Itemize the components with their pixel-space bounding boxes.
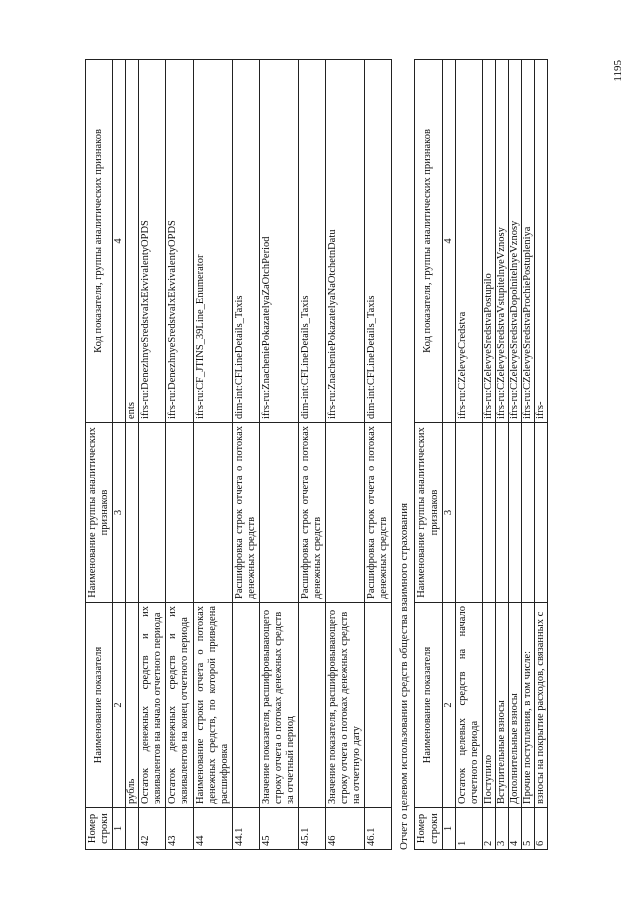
header-indicator-name: Наименование показателя [415, 603, 442, 808]
group-name: Расшифровка строк отчета о потоках денежных средств [232, 423, 259, 603]
row-number: 45.1 [299, 808, 326, 850]
indicator-name: Значение показателя, расшифровывающего строку отчета о потоках денежных средств на отчетную дату [326, 603, 365, 808]
table-header-row [415, 60, 442, 850]
indicator-name: взносы на покрытие расходов, связанных с [535, 603, 548, 808]
group-name: Расшифровка строк отчета о потоках денежных средств [299, 423, 326, 603]
table-row [521, 60, 534, 850]
indicator-code: ifrs-ru:ZnacheniePokazatelyaNaOtchetnDatu [326, 60, 365, 423]
table-row [508, 60, 521, 850]
row-number: 6 [535, 808, 548, 850]
table-row [193, 60, 232, 850]
table-row [365, 60, 392, 850]
header-row-number: Номер строки [86, 808, 113, 850]
group-name [326, 423, 365, 603]
indicator-code: ifrs-ru:CZelevyeSredstvaPostupilo [482, 60, 495, 423]
table-row [535, 60, 548, 850]
indicator-code: dim-int:CFLineDetails_Taxis [365, 60, 392, 423]
rotated-content [85, 60, 585, 850]
row-number: 44 [193, 808, 232, 850]
column-number-row [442, 60, 455, 850]
indicator-code: dim-int:CFLineDetails_Taxis [232, 60, 259, 423]
indicator-code: ifrs-ru:CZelevyeCredstva [455, 60, 482, 423]
row-number: 2 [482, 808, 495, 850]
group-name [193, 423, 232, 603]
indicator-name [299, 603, 326, 808]
header-code: Код показателя, группы аналитических признаков [86, 60, 113, 423]
indicator-name [232, 603, 259, 808]
header-code: Код показателя, группы аналитических признаков [415, 60, 442, 423]
group-name [259, 423, 298, 603]
column-number: 1 [113, 808, 126, 850]
table-row [299, 60, 326, 850]
header-group-name: Наименование группы аналитических признаков [86, 423, 113, 603]
indicator-name: Остаток денежных средств и их эквивалентов на начало отчетного периода [139, 603, 166, 808]
group-name [455, 423, 482, 603]
indicator-name: рубль [126, 603, 139, 808]
indicator-name: Остаток денежных средств и их эквивалентов на конец отчетного периода [166, 603, 193, 808]
row-number: 46 [326, 808, 365, 850]
table-row [126, 60, 139, 850]
indicator-name: Остаток целевых средств на начало отчетного периода [455, 603, 482, 808]
row-number: 1 [455, 808, 482, 850]
row-number: 45 [259, 808, 298, 850]
table-row [166, 60, 193, 850]
indicator-name: Прочие поступления, в том числе: [521, 603, 534, 808]
row-number: 44.1 [232, 808, 259, 850]
indicator-name: Значение показателя, расшифровывающего строку отчета о потоках денежных средств за отчетный период [259, 603, 298, 808]
indicator-code: ifrs-ru:CZelevyeSredstvaVstupitelnyeVznosy [495, 60, 508, 423]
group-name [126, 423, 139, 603]
table-row [455, 60, 482, 850]
table-row [232, 60, 259, 850]
row-number: 5 [521, 808, 534, 850]
indicator-name [365, 603, 392, 808]
row-number [126, 808, 139, 850]
table-row [139, 60, 166, 850]
column-number: 4 [113, 60, 126, 423]
group-name [495, 423, 508, 603]
indicator-code: dim-int:CFLineDetails_Taxis [299, 60, 326, 423]
indicator-name: Дополнительные взносы [508, 603, 521, 808]
target-funds-table [414, 59, 548, 850]
row-number: 4 [508, 808, 521, 850]
indicator-code: ifrs-ru:DenezhnyeSredstvaIxEkvivalentyOPDS [139, 60, 166, 423]
header-indicator-name: Наименование показателя [86, 603, 113, 808]
indicator-name: Наименование строки отчета о потоках денежных средств, по которой приведена расшифровка [193, 603, 232, 808]
header-row-number: Номер строки [415, 808, 442, 850]
indicator-code: ifrs-ru:CZelevyeSredstvaProchiePostupleniya [521, 60, 534, 423]
group-name [521, 423, 534, 603]
column-number: 2 [442, 603, 455, 808]
column-number-row [113, 60, 126, 850]
section-caption: Отчет о целевом использовании средств общества взаимного страхования [398, 502, 411, 850]
table-row [326, 60, 365, 850]
row-number: 42 [139, 808, 166, 850]
group-name: Расшифровка строк отчета о потоках денежных средств [365, 423, 392, 603]
indicator-code: ifrs-ru:DenezhnyeSredstvaIxEkvivalentyOPDS [166, 60, 193, 423]
column-number: 2 [113, 603, 126, 808]
table-row [495, 60, 508, 850]
indicator-code: ifrs-ru:ZnacheniePokazatelyaZaOtchPeriod [259, 60, 298, 423]
indicator-name: Вступительные взносы [495, 603, 508, 808]
indicator-code: ifrs-ru:CZelevyeSredstvaDopolnitelnyeVznosy [508, 60, 521, 423]
indicator-code: ents [126, 60, 139, 423]
column-number: 3 [113, 423, 126, 603]
indicator-code: ifrs-ru:CF_JTINS_39Line_Enumerator [193, 60, 232, 423]
group-name [139, 423, 166, 603]
group-name [535, 423, 548, 603]
table-header-row [86, 60, 113, 850]
table-row [259, 60, 298, 850]
group-name [508, 423, 521, 603]
indicators-table [85, 59, 392, 850]
column-number: 4 [442, 60, 455, 423]
indicator-code: ifrs- [535, 60, 548, 423]
row-number: 46.1 [365, 808, 392, 850]
row-number: 3 [495, 808, 508, 850]
indicator-name: Поступило [482, 603, 495, 808]
header-group-name: Наименование группы аналитических признаков [415, 423, 442, 603]
column-number: 3 [442, 423, 455, 603]
group-name [482, 423, 495, 603]
table-row [482, 60, 495, 850]
row-number: 43 [166, 808, 193, 850]
page-number: 1195 [612, 60, 624, 82]
column-number: 1 [442, 808, 455, 850]
group-name [166, 423, 193, 603]
